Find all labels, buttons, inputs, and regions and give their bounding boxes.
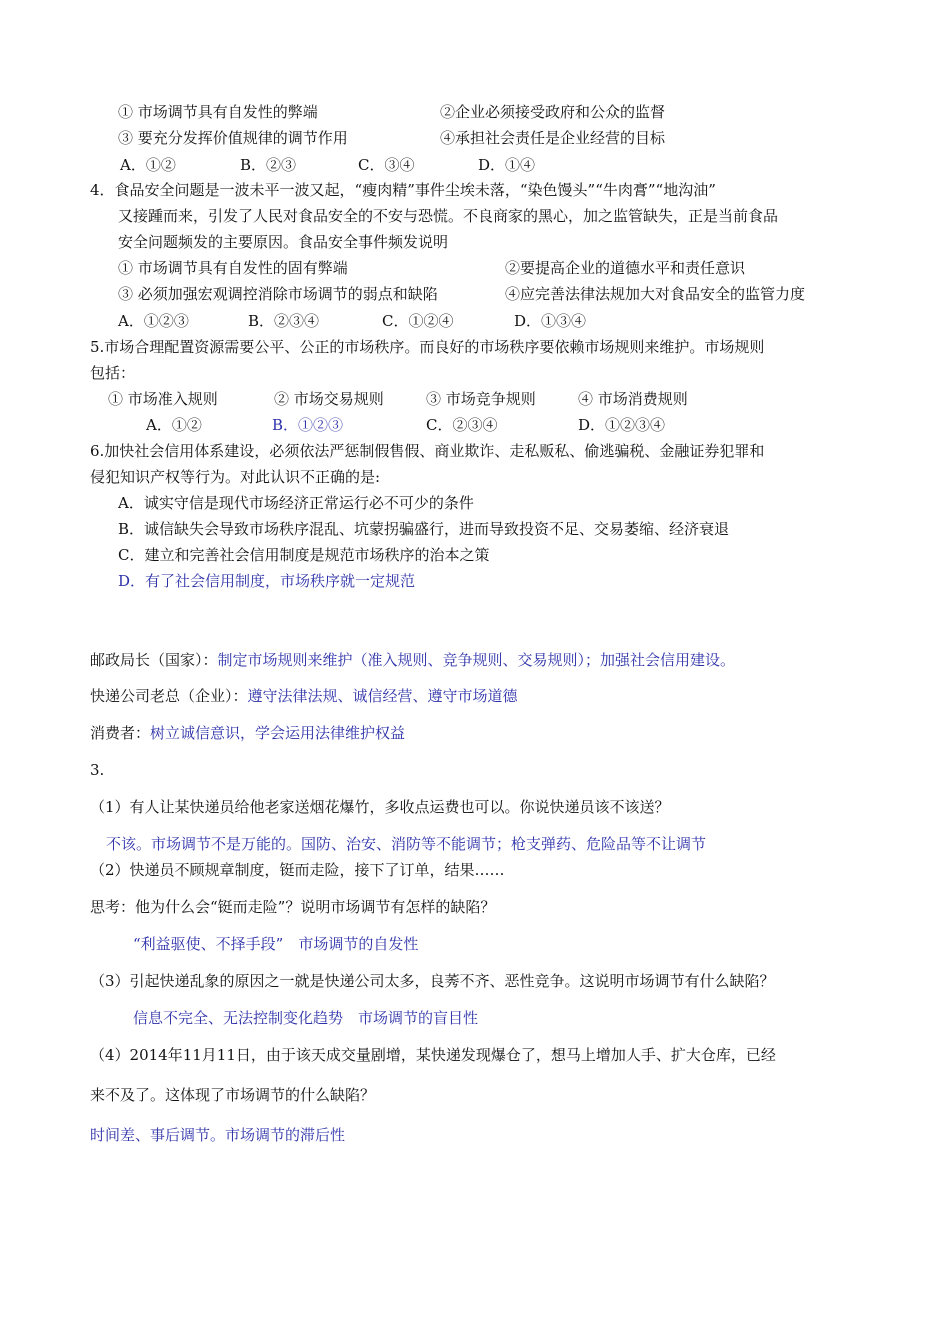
q5-option-3: ③ 市场竞争规则 [426, 390, 536, 408]
q4-option-1: ① 市场调节具有自发性的固有弊端 [118, 259, 348, 277]
q5-choice-b: B．①②③ [272, 416, 344, 434]
q5-choice-a: A．①② [146, 416, 202, 434]
q5-option-4: ④ 市场消费规则 [578, 390, 688, 408]
q4-choice-a: A．①②③ [118, 312, 189, 330]
postmaster-label: 邮政局长（国家）： [90, 651, 218, 669]
q4-choice-c: C．①②④ [382, 312, 454, 330]
part3-a3: 信息不完全、无法控制变化趋势 市场调节的盲目性 [133, 1009, 479, 1027]
part3-q1: （1）有人让某快递员给他老家送烟花爆竹，多收点运费也可以。你说快递员该不该送？ [90, 798, 670, 816]
q4-choice-d: D．①③④ [514, 312, 587, 330]
consumer-line [90, 723, 405, 743]
q5-option-1: ① 市场准入规则 [108, 390, 218, 408]
q3-option-2: ②企业必须接受政府和公众的监督 [440, 103, 666, 121]
q3-option-3: ③ 要充分发挥价值规律的调节作用 [118, 129, 348, 147]
consumer-answer: 树立诚信意识，学会运用法律维护权益 [150, 724, 406, 742]
part3-q2: （2）快递员不顾规章制度，铤而走险，接下了订单，结果…… [90, 861, 505, 879]
q4-option-2: ②要提高企业的道德水平和责任意识 [505, 259, 746, 277]
part3-a4: 时间差、事后调节。市场调节的滞后性 [90, 1126, 346, 1144]
q6-option-c: C．建立和完善社会信用制度是规范市场秩序的治本之策 [118, 546, 490, 564]
boss-label: 快递公司老总（企业）： [90, 687, 248, 705]
q3-choice-a: A．①② [120, 156, 176, 174]
part3-q2-think: 思考：他为什么会“铤而走险”？说明市场调节有怎样的缺陷？ [90, 898, 496, 916]
part3-q4-line-2: 来不及了。这体现了市场调节的什么缺陷？ [90, 1086, 376, 1104]
q5-option-2: ② 市场交易规则 [274, 390, 384, 408]
q3-choice-c: C．③④ [358, 156, 415, 174]
q6-option-d: D．有了社会信用制度，市场秩序就一定规范 [118, 572, 416, 590]
q3-option-1: ① 市场调节具有自发性的弊端 [118, 103, 318, 121]
q4-choice-b: B．②③④ [248, 312, 320, 330]
q6-option-a: A．诚实守信是现代市场经济正常运行必不可少的条件 [118, 494, 474, 512]
q3-option-4: ④承担社会责任是企业经营的目标 [440, 129, 666, 147]
q4-option-3: ③ 必须加强宏观调控消除市场调节的弱点和缺陷 [118, 285, 438, 303]
consumer-label: 消费者： [90, 724, 151, 742]
q5-stem-line-1: 5.市场合理配置资源需要公平、公正的市场秩序。而良好的市场秩序要依赖市场规则来维护。市场规则 [90, 338, 765, 356]
q6-stem-line-1: 6.加快社会信用体系建设，必须依法严惩制假售假、商业欺诈、走私贩私、偷逃骗税、金融证券犯罪和 [90, 442, 765, 460]
part3-q4-line-1: （4）2014年11月11日，由于该天成交量剧增，某快递发现爆仓了，想马上增加人手、扩大仓库，已经 [90, 1046, 776, 1064]
part3-a1: 不该。市场调节不是万能的。国防、治安、消防等不能调节；枪支弹药、危险品等不让调节 [106, 835, 707, 853]
part3-a2: “利益驱使、不择手段” 市场调节的自发性 [133, 935, 419, 953]
q6-stem-line-2: 侵犯知识产权等行为。对此认识不正确的是: [90, 468, 381, 486]
part3-number: 3. [90, 761, 105, 779]
q4-stem-line-2: 又接踵而来，引发了人民对食品安全的不安与恐慌。不良商家的黑心，加之监管缺失，正是当前食品 [118, 207, 779, 225]
q4-option-4: ④应完善法律法规加大对食品安全的监管力度 [505, 285, 806, 303]
q3-choice-b: B．②③ [240, 156, 297, 174]
part3-q3: （3）引起快递乱象的原因之一就是快递公司太多，良莠不齐、恶性竞争。这说明市场调节有什么缺陷？ [90, 972, 775, 990]
q5-choice-c: C．②③④ [426, 416, 498, 434]
q5-choice-d: D．①②③④ [578, 416, 666, 434]
postmaster-answer: 制定市场规则来维护（准入规则、竞争规则、交易规则）；加强社会信用建设。 [217, 651, 736, 669]
boss-answer: 遵守法律法规、诚信经营、遵守市场道德 [247, 687, 518, 705]
postmaster-line [90, 650, 735, 670]
q6-option-b: B．诚信缺失会导致市场秩序混乱、坑蒙拐骗盛行，进而导致投资不足、交易萎缩、经济衰退 [118, 520, 730, 538]
q4-stem-line-3: 安全问题频发的主要原因。食品安全事件频发说明 [118, 233, 449, 251]
q4-stem-line-1: 4．食品安全问题是一波未平一波又起，“瘦肉精”事件尘埃未落，“染色馒头”“牛肉膏”“地沟油” [90, 181, 716, 199]
boss-line [90, 686, 518, 706]
q3-choice-d: D．①④ [478, 156, 536, 174]
q5-stem-line-2: 包括： [90, 364, 136, 382]
